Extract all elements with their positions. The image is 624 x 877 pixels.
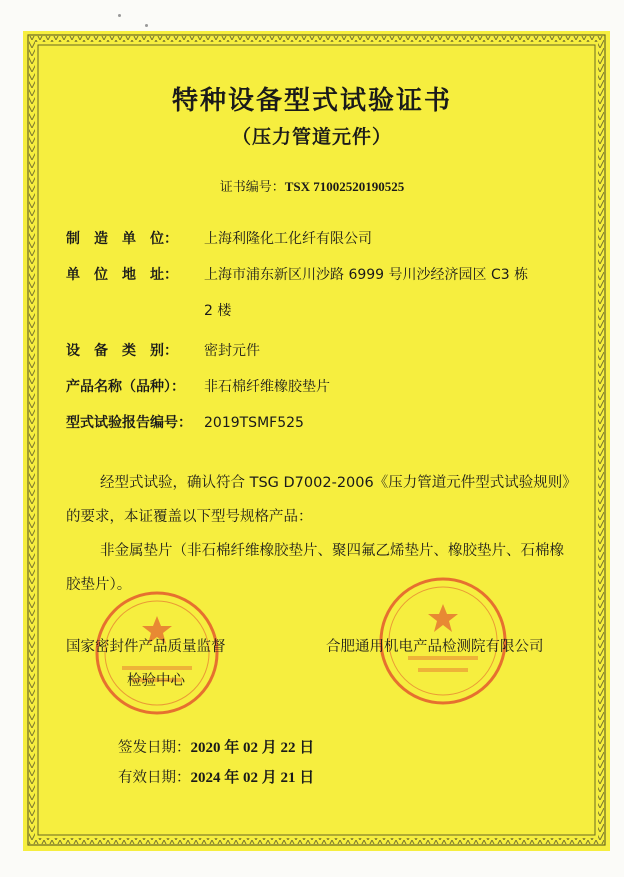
issue-date-value: 2020 年 02 月 22 日 xyxy=(190,740,315,756)
product-scope-paragraph: 非金属垫片（非石棉纤维橡胶垫片、聚四氟乙烯垫片、橡胶垫片、石棉橡胶垫片）。 xyxy=(66,543,564,593)
field-product-name xyxy=(66,376,330,396)
issuer-left-line2: 检验中心 xyxy=(127,673,185,689)
valid-date-value: 2024 年 02 月 21 日 xyxy=(190,770,315,786)
field-report-number xyxy=(66,412,304,432)
certificate-number xyxy=(0,176,624,195)
issue-date xyxy=(118,736,314,757)
field-address-line2: 2 楼 xyxy=(204,303,232,319)
field-manufacturer xyxy=(66,228,372,248)
field-equipment-category xyxy=(66,340,260,360)
certificate-subtitle: （压力管道元件） xyxy=(231,126,392,148)
field-value: 非石棉纤维橡胶垫片 xyxy=(204,379,330,395)
valid-date-label: 有效日期： xyxy=(118,770,191,786)
valid-date xyxy=(118,766,314,787)
field-label: 制 造 单 位： xyxy=(66,231,178,247)
field-value: 2019TSMF525 xyxy=(204,415,304,431)
certificate-number-label: 证书编号： xyxy=(219,180,285,195)
field-label: 产品名称（品种）： xyxy=(66,379,185,395)
certificate-title: 特种设备型式试验证书 xyxy=(171,86,452,116)
field-label: 型式试验报告编号： xyxy=(66,415,192,431)
field-value: 上海利隆化工化纤有限公司 xyxy=(204,231,372,247)
field-value: 密封元件 xyxy=(204,343,260,359)
field-address xyxy=(66,264,528,284)
issue-date-label: 签发日期： xyxy=(118,740,191,756)
certificate-number-value: TSX 71002520190525 xyxy=(284,179,405,194)
issuer-left-line1: 国家密封件产品质量监督 xyxy=(66,639,226,655)
conformity-paragraph: 经型式试验，确认符合 TSG D7002-2006《压力管道元件型式试验规则》的要求，本证覆盖以下型号规格产品： xyxy=(66,475,570,525)
field-label: 设 备 类 别： xyxy=(66,343,178,359)
issuer-right: 合肥通用机电产品检测院有限公司 xyxy=(326,639,544,655)
field-value: 上海市浦东新区川沙路 6999 号川沙经济园区 C3 栋 xyxy=(204,267,529,283)
field-label: 单 位 地 址： xyxy=(66,267,178,283)
